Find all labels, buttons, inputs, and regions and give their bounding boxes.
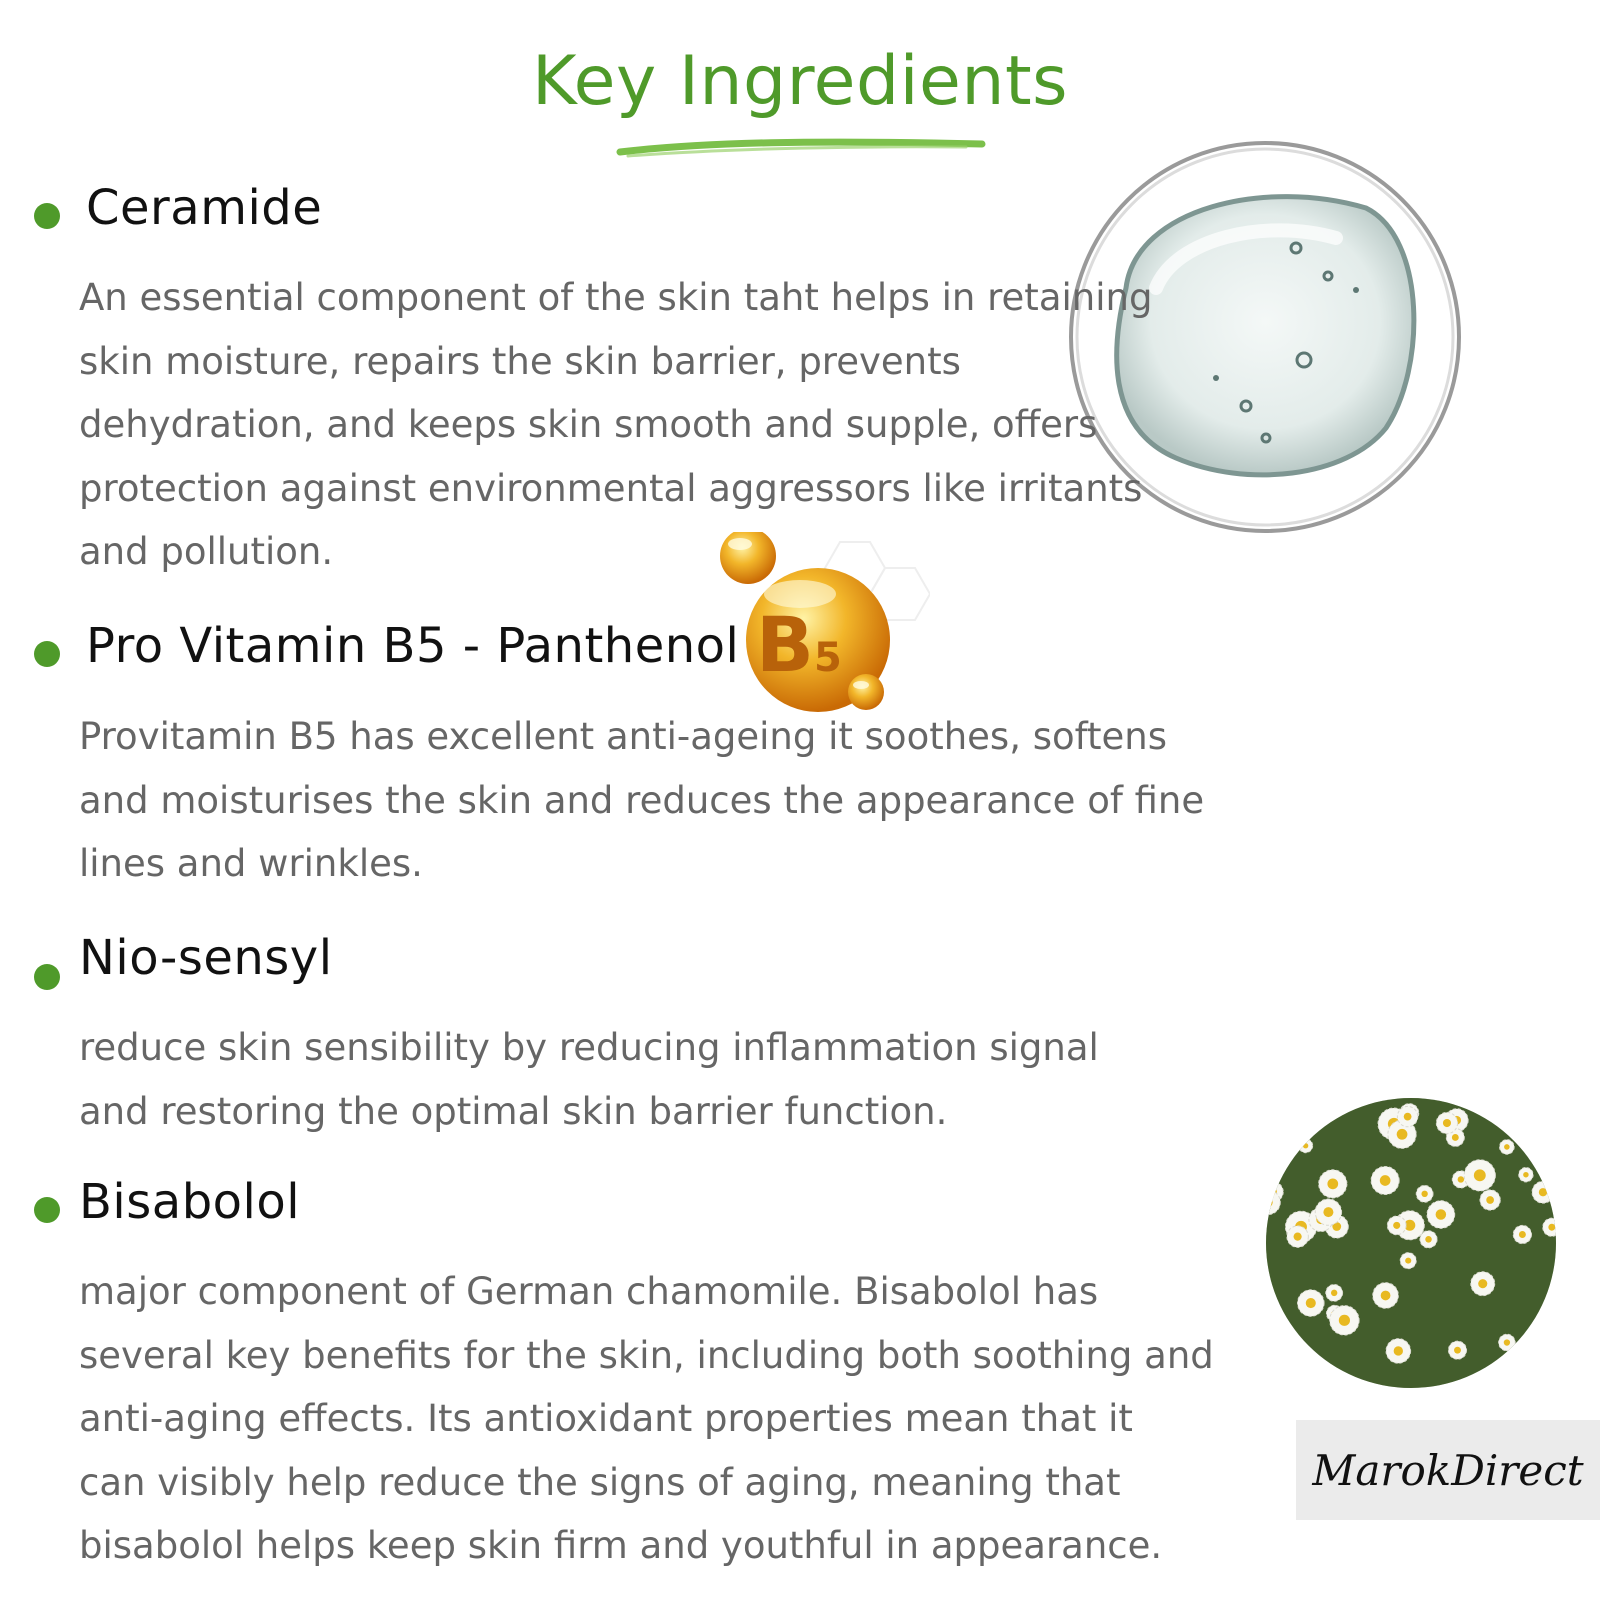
panthenol-line: and moisturises the skin and reduces the appearance of fine (79, 778, 1205, 822)
ceramide-line: protection against environmental aggressors like irritants (79, 466, 1143, 510)
ceramide-line: and pollution. (79, 530, 334, 573)
paragraph-bisabolol (79, 1260, 1214, 1578)
ceramide-line: dehydration, and keeps skin smooth and supple, offers (79, 403, 1098, 446)
bisabolol-line: bisabolol helps keep skin firm and youthful in appearance. (79, 1524, 1163, 1567)
bisabolol-line: anti-aging effects. Its antioxidant properties mean that it (79, 1397, 1133, 1440)
bullet-nio-sensyl (34, 964, 60, 990)
heading-ceramide: Ceramide (86, 180, 323, 236)
brand-watermark-box (1296, 1420, 1600, 1520)
heading-nio-sensyl: Nio-sensyl (79, 930, 333, 986)
nio-sensyl-line: and restoring the optimal skin barrier function. (79, 1089, 948, 1133)
b5-number: 5 (813, 635, 842, 681)
paragraph-ceramide (79, 266, 1152, 584)
bisabolol-line: can visibly help reduce the signs of aging, meaning that (79, 1460, 1121, 1504)
panthenol-line: Provitamin B5 has excellent anti-ageing it soothes, softens (79, 715, 1168, 758)
title-underline-decoration (616, 134, 986, 164)
chamomile-flowers-icon (1266, 1098, 1556, 1388)
bisabolol-line: major component of German chamomile. Bisabolol has (79, 1270, 1099, 1313)
page-title: Key Ingredients (531, 42, 1069, 121)
bullet-bisabolol (34, 1197, 60, 1223)
b5-badge-text (756, 600, 842, 689)
paragraph-nio-sensyl (79, 1016, 1099, 1143)
panthenol-line: lines and wrinkles. (79, 842, 423, 885)
brand-name: MarokDirect (1312, 1446, 1584, 1495)
heading-panthenol: Pro Vitamin B5 - Panthenol (86, 618, 740, 674)
ceramide-line: An essential component of the skin taht helps in retaining (79, 276, 1153, 319)
nio-sensyl-line: reduce skin sensibility by reducing inflammation signal (79, 1026, 1099, 1069)
paragraph-panthenol (79, 705, 1204, 896)
bullet-panthenol (34, 641, 60, 667)
heading-bisabolol: Bisabolol (79, 1174, 301, 1230)
bullet-ceramide (34, 203, 60, 229)
b5-letter: B (756, 600, 814, 689)
ceramide-line: skin moisture, repairs the skin barrier, prevents (79, 339, 961, 383)
bisabolol-line: several key benefits for the skin, including both soothing and (79, 1333, 1214, 1377)
